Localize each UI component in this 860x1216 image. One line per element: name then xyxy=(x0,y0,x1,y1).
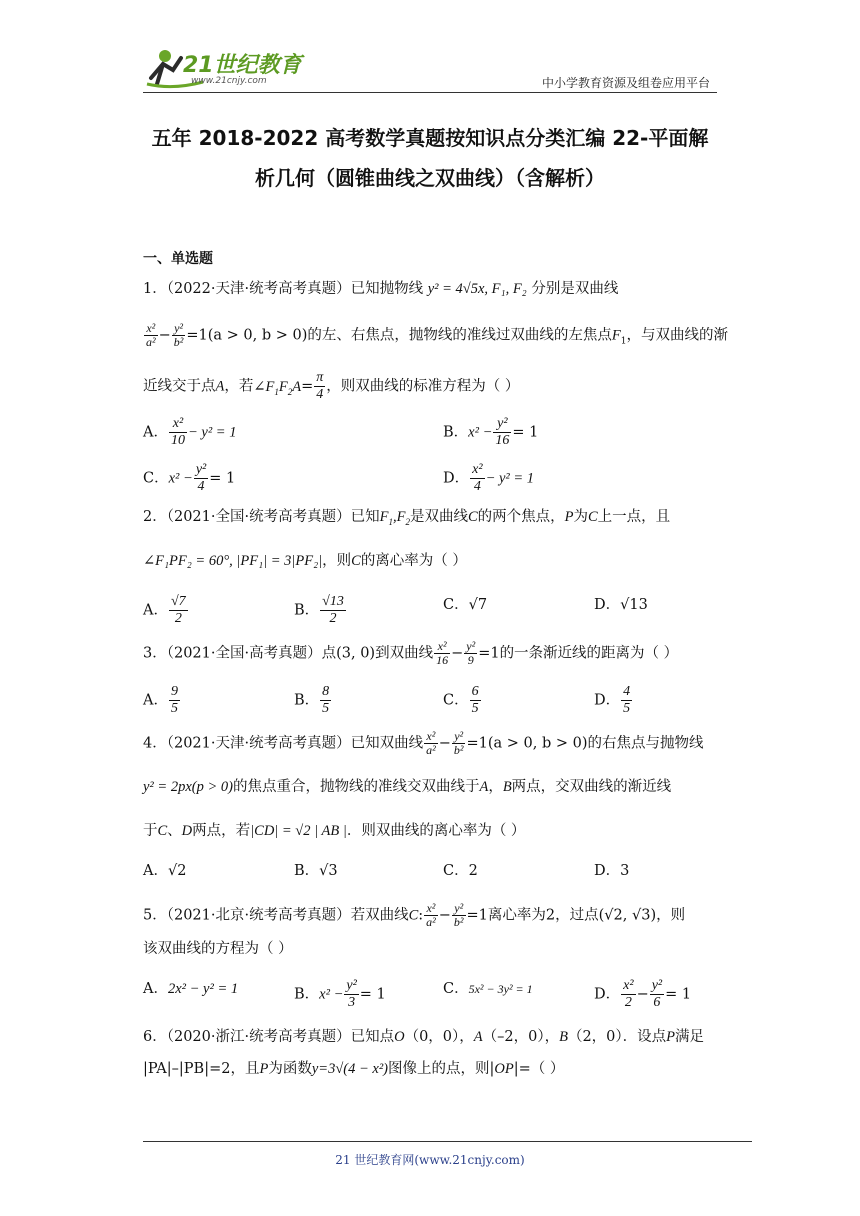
q5-line1: 5．（2021·北京·统考高考真题）若双曲线C: $\frac{\text{x²}}{\text{a²}}$ − $\frac{\text{y²}}{\text{b²}}$ =1离心率为2，过点(√2, √3)，则 xyxy=(143,901,686,929)
q4-line2: y² = 2px(p > 0)的焦点重合，抛物线的准线交双曲线于A，B两点，交双曲线的渐近线 xyxy=(143,779,672,795)
q5-option-d[interactable]: D． $\frac{\text{x²}}{2}$ − $\frac{\text{y²}}{6}$ = 1 xyxy=(594,978,692,1010)
page-title-line1: 五年 2018-2022 高考数学真题按知识点分类汇编 22-平面解 xyxy=(151,126,709,150)
q4-option-b[interactable]: B．√3 xyxy=(294,863,338,879)
q5-option-a[interactable]: A．2x² − y² = 1 xyxy=(143,981,239,997)
q2-line1: 2．（2021·全国·统考高考真题）已知$F_1,F_2$是双曲线C的两个焦点，P为C上一点，且 xyxy=(143,509,671,527)
q6-line2: |PA|–|PB|=2，且P为函数y=3√(4 − x²)图像上的点，则|OP|=（ ） xyxy=(143,1061,565,1077)
q2-option-d[interactable]: D．√13 xyxy=(594,597,648,613)
q3-line1: 3．（2021·全国·高考真题）点(3, 0)到双曲线 $\frac{\text{x²}}{16}$ − $\frac{\text{y²}}{9}$ =1的一条渐近线的距离为（ ） xyxy=(143,639,679,667)
q2-option-b[interactable]: B． $\frac{√13}{2}$ xyxy=(294,594,344,626)
q6-line1: 6．（2020·浙江·统考高考真题）已知点O（0，0），A（–2，0），B（2，0）．设点P满足 xyxy=(143,1029,705,1045)
q1-option-b[interactable]: B．x² − $\frac{\text{y²}}{16}$ = 1 xyxy=(443,416,539,448)
q4-option-d[interactable]: D．3 xyxy=(594,863,630,879)
q4-line3: 于C、D两点，若|CD| = √2 | AB |．则双曲线的离心率为（ ） xyxy=(143,823,526,839)
q1-option-c[interactable]: C．x² − $\frac{\text{y²}}{4}$ = 1 xyxy=(143,462,236,494)
q1-line2: $\frac{\text{x²}}{\text{a²}}$ − $\frac{\text{y²}}{\text{b²}}$ =1(a > 0, b > 0)的左、右焦点，抛物线的准线过双曲线的左焦点$F_1$，与双曲线的渐 xyxy=(146,321,728,349)
q1-option-d[interactable]: D． $\frac{\text{x²}}{4}$ − y² = 1 xyxy=(443,462,535,494)
q1-line3: 近线交于点A，若$\angle F_1F_2A=$ $\frac{\pi}{4}$ ，则双曲线的标准方程为（ ） xyxy=(143,370,520,402)
header-platform-text: 中小学教育资源及组卷应用平台 xyxy=(541,76,710,90)
logo-text: 21世纪教育 xyxy=(183,53,302,78)
q3-option-d[interactable]: D． $\frac{4}{5}$ xyxy=(594,684,631,716)
q3-option-c[interactable]: C． $\frac{6}{5}$ xyxy=(443,684,479,716)
logo-url: www.21cnjy.com xyxy=(191,76,267,86)
q3-option-b[interactable]: B． $\frac{8}{5}$ xyxy=(294,684,330,716)
footer-divider xyxy=(143,1141,752,1142)
q4-line1: 4．（2021·天津·统考高考真题）已知双曲线 $\frac{\text{x²}}{\text{a²}}$ − $\frac{\text{y²}}{\text{b²}}$ =1(a > 0, b > 0)的右焦点与抛物线 xyxy=(143,729,704,757)
site-logo xyxy=(143,44,313,90)
q2-line2: ∠F₁PF₂ = 60°, |PF₁| = 3|PF₂|，则C的离心率为（ ） xyxy=(143,553,467,569)
section-heading: 一、单选题 xyxy=(143,251,213,267)
q1-option-a[interactable]: A． $\frac{\text{x²}}{10}$ − y² = 1 xyxy=(143,416,237,448)
q5-option-b[interactable]: B．x² − $\frac{\text{y²}}{3}$ = 1 xyxy=(294,978,386,1010)
q2-option-a[interactable]: A． $\frac{√7}{2}$ xyxy=(143,594,186,626)
q4-option-c[interactable]: C．2 xyxy=(443,863,478,879)
q4-option-a[interactable]: A．√2 xyxy=(143,863,187,879)
footer-text: 21 世纪教育网(www.21cnjy.com) xyxy=(335,1153,525,1167)
page-title-line2: 析几何（圆锥曲线之双曲线）（含解析） xyxy=(255,166,605,190)
q3-option-a[interactable]: A． $\frac{9}{5}$ xyxy=(143,684,178,716)
header-divider xyxy=(143,92,717,93)
q5-option-c[interactable]: C．5x² − 3y² = 1 xyxy=(443,981,533,997)
q1-line1: 1．（2022·天津·统考高考真题）已知抛物线 y² = 4√5x, F₁, F₂ 分别是双曲线 xyxy=(143,281,619,297)
q5-line2: 该双曲线的方程为（ ） xyxy=(143,941,293,957)
q2-option-c[interactable]: C．√7 xyxy=(443,597,488,613)
